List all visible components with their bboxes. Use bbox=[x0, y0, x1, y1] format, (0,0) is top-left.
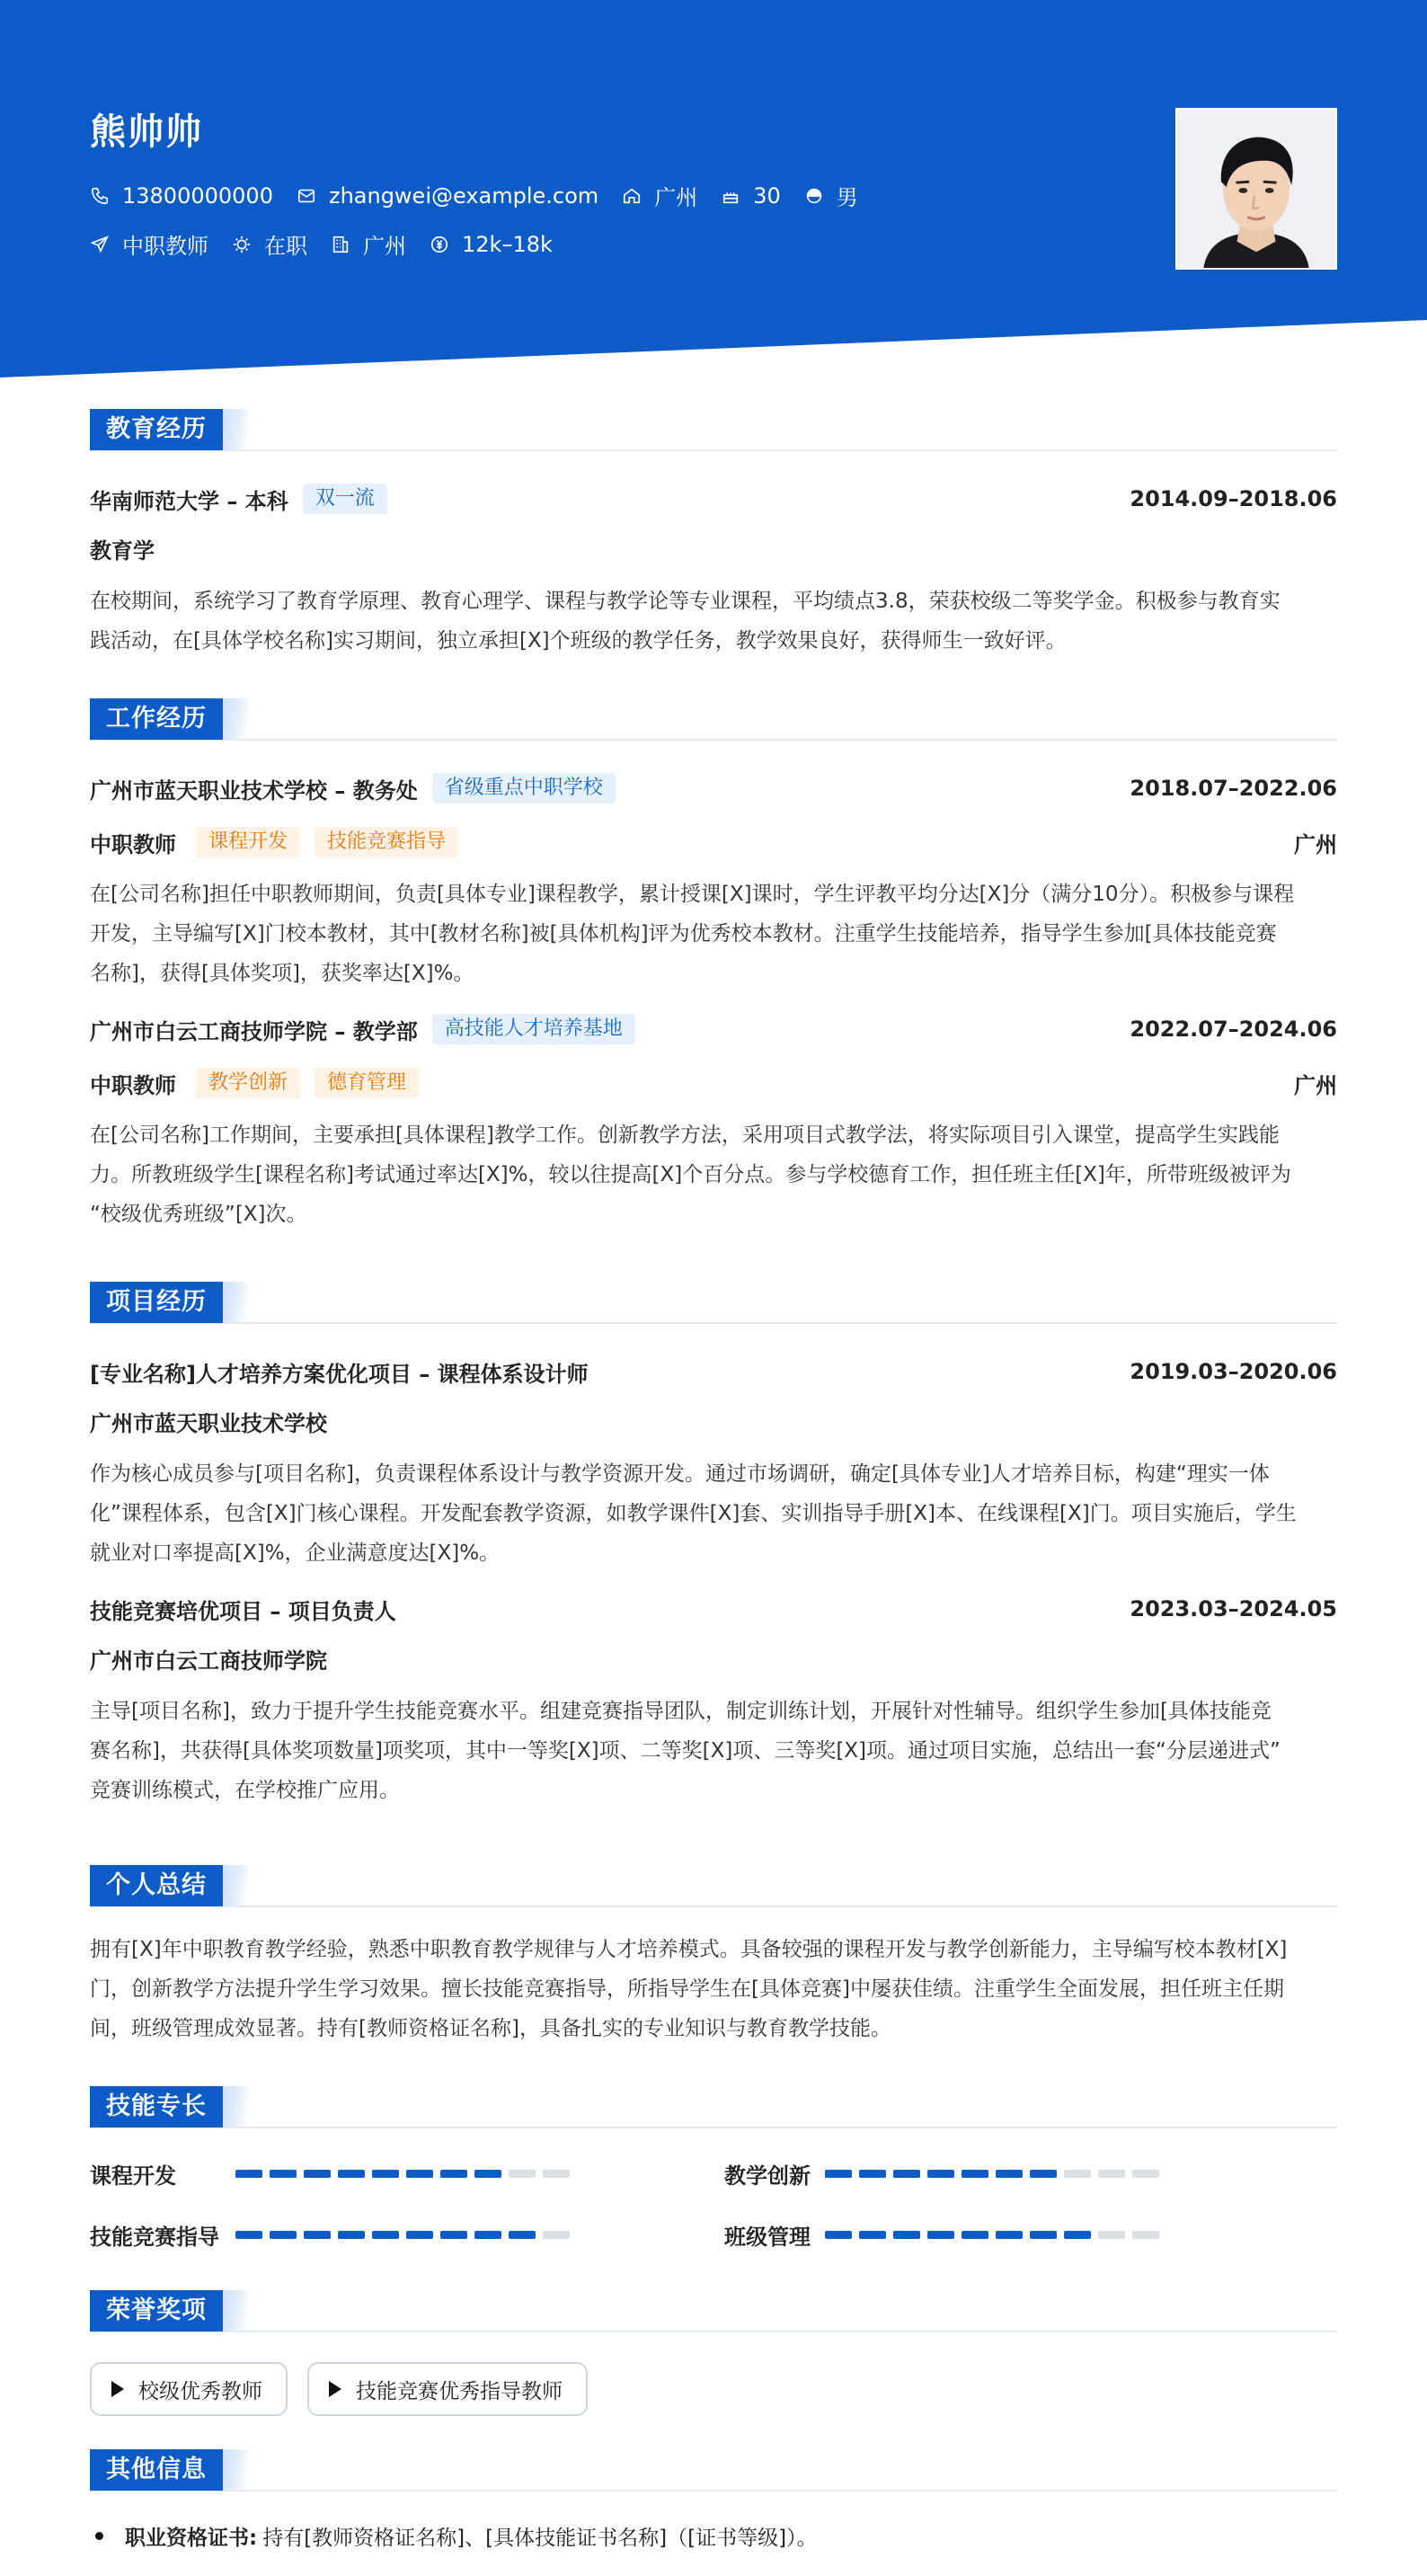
skill-tag: 德育管理 bbox=[315, 1068, 419, 1098]
phone-item bbox=[90, 183, 273, 209]
awards-list bbox=[90, 2362, 1337, 2420]
award-chip bbox=[307, 2362, 588, 2416]
phone-text: 13800000000 bbox=[122, 182, 273, 209]
skill-name: 教学创新 bbox=[724, 2163, 811, 2189]
description-line: 名称]，获得[具体奖项]，获奖率达[X]%。 bbox=[90, 962, 474, 985]
avatar bbox=[1175, 108, 1337, 270]
skill-item bbox=[724, 2158, 1166, 2190]
section-heading bbox=[90, 1865, 1337, 1906]
skill-segment-filled bbox=[304, 2231, 331, 2239]
skill-segment-filled bbox=[270, 2170, 297, 2178]
project-date: 2023.03–2024.05 bbox=[1130, 1596, 1337, 1621]
skill-segment-filled bbox=[474, 2231, 501, 2239]
education-section bbox=[90, 409, 1337, 661]
skill-segment-filled bbox=[1064, 2231, 1091, 2239]
skill-segment-filled bbox=[372, 2170, 399, 2178]
section-divider bbox=[90, 2127, 1337, 2128]
description-line: 在[公司名称]工作期间，主要承担[具体课程]教学工作。创新教学方法，采用项目式教学法，将实际项目引入课堂，提高学生实践能 bbox=[90, 1124, 1280, 1147]
age-item bbox=[721, 183, 781, 209]
skill-segment-filled bbox=[962, 2170, 988, 2178]
projects-section bbox=[90, 1282, 1337, 1810]
skill-name: 班级管理 bbox=[724, 2225, 811, 2250]
skill-segment-filled bbox=[1030, 2231, 1057, 2239]
candidate-name: 熊帅帅 bbox=[90, 111, 203, 153]
other-section bbox=[90, 2449, 1337, 2555]
section-heading bbox=[90, 2086, 1337, 2127]
section-title: 其他信息 bbox=[90, 2449, 223, 2491]
summary-description bbox=[90, 1930, 1337, 2048]
skill-segment-empty bbox=[1064, 2170, 1091, 2178]
skills-section bbox=[90, 2086, 1337, 2266]
section-heading bbox=[90, 1282, 1337, 1323]
section-title: 个人总结 bbox=[90, 1865, 223, 1906]
skill-name: 技能竞赛指导 bbox=[90, 2225, 219, 2250]
location-text: 广州 bbox=[654, 185, 698, 210]
work-entry-header bbox=[90, 1009, 1337, 1049]
skill-segment-filled bbox=[474, 2170, 501, 2178]
skill-segment-empty bbox=[1132, 2170, 1159, 2178]
skill-segment-filled bbox=[859, 2170, 886, 2178]
other-item-label: 职业资格证书: bbox=[125, 2526, 258, 2550]
skill-segment-filled bbox=[996, 2231, 1023, 2239]
section-heading bbox=[90, 2449, 1337, 2491]
work-description bbox=[90, 1115, 1337, 1234]
company-name: 广州市蓝天职业技术学校 – 教务处 bbox=[90, 777, 418, 804]
skill-segment-empty bbox=[543, 2231, 570, 2239]
skill-segment-filled bbox=[406, 2170, 433, 2178]
project-org: 广州市蓝天职业技术学校 bbox=[90, 1411, 327, 1436]
skill-segment-filled bbox=[996, 2170, 1023, 2178]
other-item-text: 持有[教师资格证名称]、[具体技能证书名称]（[证书等级]）。 bbox=[262, 2526, 818, 2550]
description-line: 门，创新教学方法提升学生学习效果。擅长技能竞赛指导，所指导学生在[具体竞赛]中屡获佳绩。注重学生全面发展，担任班主任期 bbox=[90, 1977, 1284, 2001]
work-date: 2022.07–2024.06 bbox=[1130, 1017, 1337, 1042]
description-line: 主导[项目名称]，致力于提升学生技能竞赛水平。组建竞赛指导团队，制定训练计划，开展针对性辅导。组织学生参加[具体技能竞 bbox=[90, 1700, 1272, 1723]
skill-tag: 课程开发 bbox=[196, 827, 300, 857]
skill-segment-filled bbox=[235, 2231, 262, 2239]
skill-segment-filled bbox=[406, 2231, 433, 2239]
skill-segment-filled bbox=[440, 2170, 467, 2178]
home-icon bbox=[622, 186, 642, 206]
project-name: [专业名称]人才培养方案优化项目 – 课程体系设计师 bbox=[90, 1361, 589, 1387]
project-org: 广州市白云工商技师学院 bbox=[90, 1648, 327, 1674]
description-line: 在校期间，系统学习了教育学原理、教育心理学、课程与教学论等专业课程，平均绩点3.8，荣获校级二等奖学金。积极参与教育实 bbox=[90, 590, 1281, 613]
skill-level-bar bbox=[235, 2231, 577, 2239]
yen-icon bbox=[430, 235, 449, 254]
age-text: 30 bbox=[753, 182, 781, 209]
skill-segment-filled bbox=[962, 2231, 988, 2239]
status-item bbox=[232, 228, 307, 260]
description-line: 作为核心成员参与[项目名称]，负责课程体系设计与教学资源开发。通过市场调研，确定[具体专业]人才培养目标，构建“理实一体 bbox=[90, 1462, 1270, 1486]
skill-segment-filled bbox=[825, 2170, 852, 2178]
company-tag: 省级重点中职学校 bbox=[432, 773, 616, 804]
section-divider bbox=[90, 2490, 1337, 2492]
section-heading bbox=[90, 2290, 1337, 2332]
job-row bbox=[90, 228, 576, 260]
education-description bbox=[90, 582, 1337, 661]
section-title: 技能专长 bbox=[90, 2086, 223, 2127]
description-line: 力。所教班级学生[课程名称]考试通过率达[X]%，较以往提高[X]个百分点。参与学校德育工作，担任班主任[X]年，所带班级被评为 bbox=[90, 1163, 1291, 1186]
skill-item bbox=[724, 2219, 1166, 2251]
skill-segment-filled bbox=[927, 2170, 954, 2178]
email-text: zhangwei@example.com bbox=[328, 182, 599, 209]
skill-item bbox=[90, 2158, 577, 2190]
skill-tag: 技能竞赛指导 bbox=[315, 827, 458, 857]
description-line: 间，班级管理成效显著。持有[教师资格证名称]，具备扎实的专业知识与教育教学技能。 bbox=[90, 2017, 891, 2040]
status-icon bbox=[232, 235, 252, 254]
education-date: 2014.09–2018.06 bbox=[1130, 486, 1337, 511]
work-section bbox=[90, 698, 1337, 1234]
award-chip bbox=[90, 2362, 288, 2416]
skill-segment-filled bbox=[338, 2231, 365, 2239]
work-role-row bbox=[90, 1063, 1337, 1103]
skill-segment-filled bbox=[893, 2231, 920, 2239]
description-line: 化”课程体系，包含[X]门核心课程。开发配套教学资源，如教学课件[X]套、实训指导手册[X]本、在线课程[X]门。项目实施后，学生 bbox=[90, 1502, 1297, 1525]
section-divider bbox=[90, 739, 1337, 741]
section-title: 教育经历 bbox=[90, 409, 223, 450]
building-icon bbox=[331, 235, 350, 254]
skill-segment-empty bbox=[1098, 2170, 1125, 2178]
description-line: 践活动，在[具体学校名称]实习期间，独立承担[X]个班级的教学任务，教学效果良好，获得师生一致好评。 bbox=[90, 629, 1067, 653]
section-divider bbox=[90, 1322, 1337, 1324]
skill-segment-filled bbox=[1030, 2170, 1057, 2178]
education-entry-header bbox=[90, 479, 1337, 519]
gender-text: 男 bbox=[836, 185, 858, 210]
awards-section bbox=[90, 2290, 1337, 2425]
section-title: 工作经历 bbox=[90, 698, 223, 740]
skill-segment-empty bbox=[1098, 2231, 1125, 2239]
play-icon bbox=[329, 2381, 341, 2397]
job-item bbox=[90, 228, 208, 260]
contact-row bbox=[90, 180, 882, 211]
salary-text: 12k–18k bbox=[462, 231, 553, 257]
work-city: 广州 bbox=[1294, 831, 1337, 857]
major-name: 教育学 bbox=[90, 538, 155, 564]
work-date: 2018.07–2022.06 bbox=[1130, 776, 1337, 801]
other-item bbox=[90, 2516, 1337, 2555]
skill-segment-filled bbox=[825, 2231, 852, 2239]
skill-level-bar bbox=[825, 2170, 1166, 2178]
city-text: 广州 bbox=[363, 234, 406, 259]
skill-segment-filled bbox=[927, 2231, 954, 2239]
award-label: 校级优秀教师 bbox=[138, 2379, 262, 2403]
company-tag: 高技能人才培养基地 bbox=[432, 1014, 635, 1044]
skill-level-bar bbox=[825, 2231, 1166, 2239]
project-description bbox=[90, 1692, 1337, 1810]
phone-icon bbox=[90, 186, 110, 206]
skill-segment-filled bbox=[338, 2170, 365, 2178]
skill-segment-filled bbox=[440, 2231, 467, 2239]
skill-segment-filled bbox=[235, 2170, 262, 2178]
work-entry-header bbox=[90, 768, 1337, 808]
description-line: 竞赛训练模式，在学校推广应用。 bbox=[90, 1779, 400, 1802]
description-line: 赛名称]，共获得[具体奖项数量]项奖项，其中一等奖[X]项、二等奖[X]项、三等奖[X]项。通过项目实施，总结出一套“分层递进式” bbox=[90, 1739, 1281, 1763]
school-name: 华南师范大学 – 本科 bbox=[90, 488, 288, 514]
send-icon bbox=[90, 235, 110, 254]
description-line: 开发，主导编写[X]门校本教材，其中[教材名称]被[具体机构]评为优秀校本教材。注重学生技能培养，指导学生参加[具体技能竞赛 bbox=[90, 922, 1277, 946]
project-entry-header bbox=[90, 1352, 1337, 1391]
skill-segment-filled bbox=[893, 2170, 920, 2178]
skill-item bbox=[90, 2219, 577, 2251]
skill-segment-filled bbox=[270, 2231, 297, 2239]
description-line: 在[公司名称]担任中职教师期间，负责[具体专业]课程教学，累计授课[X]课时，学生评教平均分达[X]分（满分10分）。积极参与课程 bbox=[90, 883, 1295, 906]
section-title: 荣誉奖项 bbox=[90, 2290, 223, 2332]
skill-segment-filled bbox=[509, 2231, 536, 2239]
summary-section bbox=[90, 1865, 1337, 2048]
skill-segment-filled bbox=[859, 2231, 886, 2239]
salary-item bbox=[430, 232, 553, 257]
section-divider bbox=[90, 2331, 1337, 2332]
email-item bbox=[297, 183, 598, 209]
school-tag: 双一流 bbox=[303, 484, 387, 514]
skill-segment-empty bbox=[509, 2170, 536, 2178]
avatar-portrait bbox=[1177, 110, 1335, 268]
work-role-row bbox=[90, 822, 1337, 862]
skill-level-bar bbox=[235, 2170, 577, 2178]
section-heading bbox=[90, 698, 1337, 740]
project-name: 技能竞赛培优项目 – 项目负责人 bbox=[90, 1598, 396, 1624]
status-text: 在职 bbox=[264, 234, 307, 259]
work-city: 广州 bbox=[1294, 1072, 1337, 1098]
city-item bbox=[331, 228, 406, 260]
award-label: 技能竞赛优秀指导教师 bbox=[356, 2379, 563, 2403]
skill-segment-filled bbox=[304, 2170, 331, 2178]
skill-tag: 教学创新 bbox=[196, 1068, 300, 1098]
company-name: 广州市白云工商技师学院 – 教学部 bbox=[90, 1018, 418, 1044]
description-line: 就业对口率提高[X]%，企业满意度达[X]%。 bbox=[90, 1541, 501, 1565]
section-divider bbox=[90, 1905, 1337, 1907]
skill-segment-empty bbox=[1132, 2231, 1159, 2239]
role-name: 中职教师 bbox=[90, 1072, 176, 1098]
mail-icon bbox=[297, 186, 316, 206]
project-date: 2019.03–2020.06 bbox=[1130, 1359, 1337, 1384]
gender-item bbox=[804, 180, 858, 211]
gender-icon bbox=[804, 186, 824, 206]
section-heading bbox=[90, 409, 1337, 450]
skill-segment-filled bbox=[372, 2231, 399, 2239]
location-item bbox=[622, 180, 697, 211]
section-title: 项目经历 bbox=[90, 1282, 223, 1323]
role-name: 中职教师 bbox=[90, 831, 176, 857]
description-line: “校级优秀班级”[X]次。 bbox=[90, 1203, 307, 1226]
bullet-icon bbox=[95, 2532, 103, 2540]
play-icon bbox=[111, 2381, 124, 2397]
project-entry-header bbox=[90, 1589, 1337, 1629]
job-text: 中职教师 bbox=[122, 234, 208, 259]
cake-icon bbox=[721, 186, 740, 206]
description-line: 拥有[X]年中职教育教学经验，熟悉中职教育教学规律与人才培养模式。具备较强的课程开发与教学创新能力，主导编写校本教材[X] bbox=[90, 1938, 1288, 1961]
skill-segment-empty bbox=[543, 2170, 570, 2178]
project-description bbox=[90, 1454, 1337, 1573]
skill-name: 课程开发 bbox=[90, 2163, 176, 2189]
work-description bbox=[90, 875, 1337, 993]
section-divider bbox=[90, 449, 1337, 451]
